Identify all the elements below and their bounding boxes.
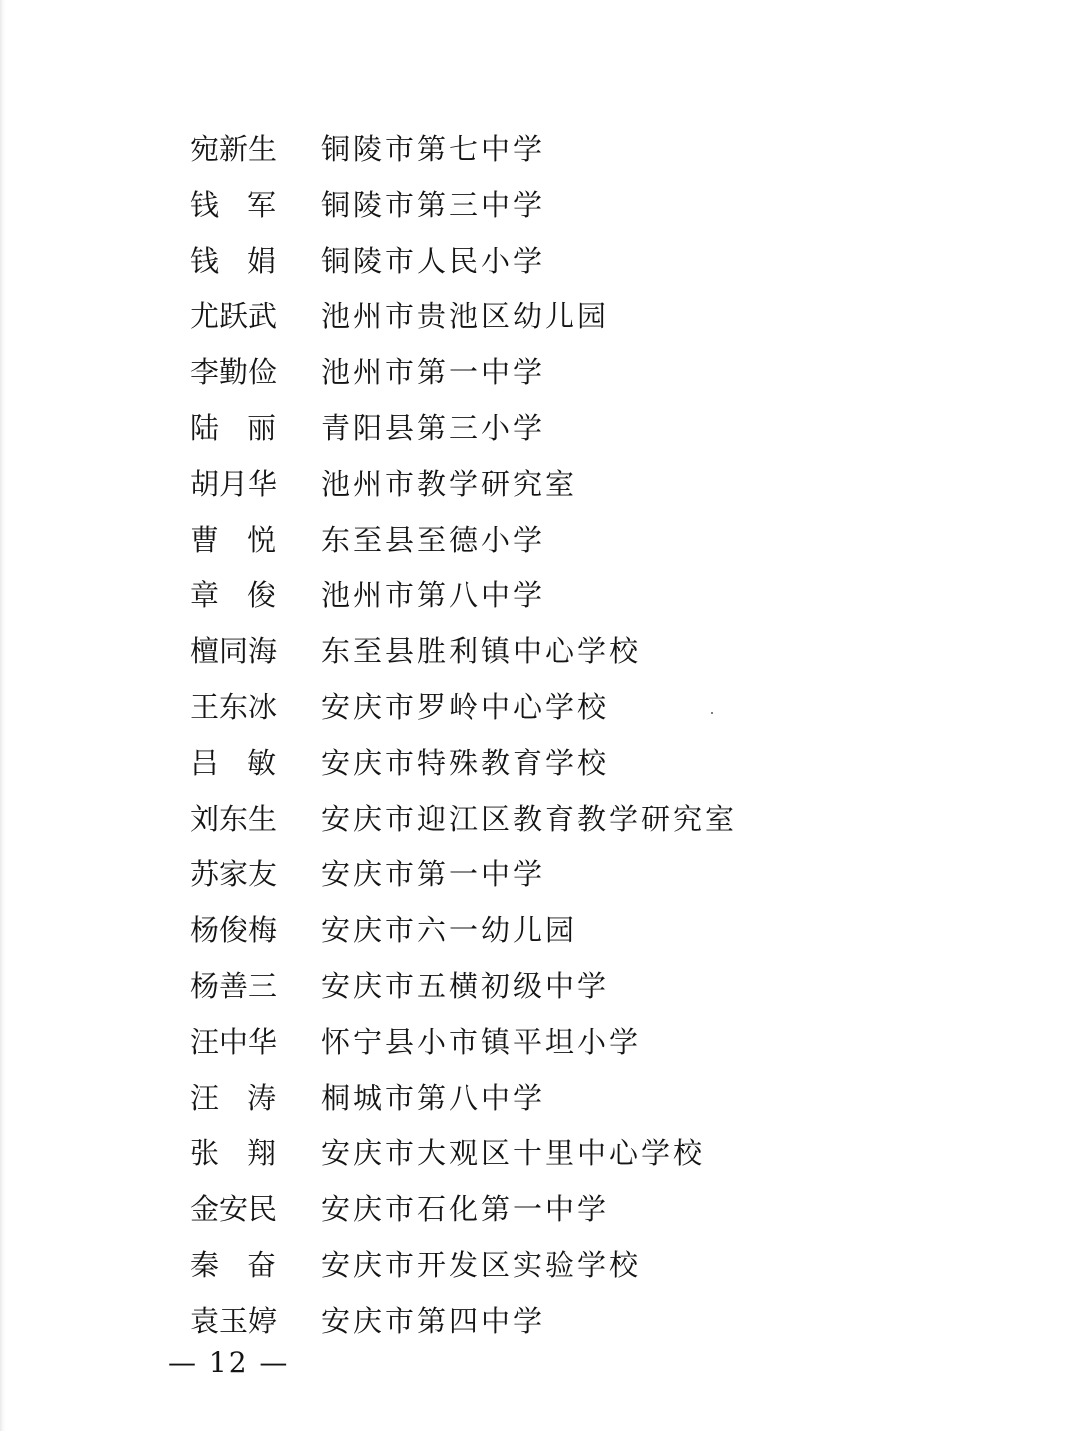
list-item: [0, 401, 1080, 457]
list-item: [0, 178, 1080, 234]
list-item: [0, 345, 1080, 401]
person-name: 王东冰: [190, 689, 278, 724]
award-list: [0, 122, 1080, 1350]
school-name: 安庆市罗岭中心学校: [321, 689, 610, 724]
list-item: [0, 624, 1080, 680]
list-item: [0, 736, 1080, 792]
school-name: 安庆市迎江区教育教学研究室: [321, 801, 738, 836]
school-name: 桐城市第八中学: [321, 1080, 546, 1115]
person-name: 金安民: [190, 1192, 278, 1227]
list-item: [0, 1015, 1080, 1071]
school-name: 怀宁县小市镇平坦小学: [321, 1024, 642, 1059]
scan-speck: [711, 712, 713, 714]
list-item: [0, 847, 1080, 903]
person-name: 秦奋: [190, 1247, 276, 1282]
school-name: 安庆市特殊教育学校: [321, 745, 610, 780]
school-name: 安庆市第四中学: [321, 1303, 546, 1338]
person-name: 张翔: [190, 1136, 276, 1171]
person-name: 尤跃武: [190, 299, 278, 334]
person-name: 袁玉婷: [190, 1303, 278, 1338]
list-item: [0, 792, 1080, 848]
list-item: [0, 1126, 1080, 1182]
list-item: [0, 457, 1080, 513]
person-name: 宛新生: [190, 132, 278, 166]
person-name: 杨俊梅: [190, 913, 278, 948]
list-item: [0, 122, 1080, 178]
person-name: 李勤俭: [190, 355, 278, 390]
school-name: 池州市贵池区幼儿园: [321, 299, 610, 334]
person-name: 钱娟: [190, 243, 276, 278]
person-name: 檀同海: [190, 634, 278, 669]
school-name: 安庆市石化第一中学: [321, 1192, 610, 1227]
school-name: 池州市第一中学: [321, 355, 546, 390]
person-name: 吕敏: [190, 745, 276, 780]
list-item: [0, 568, 1080, 624]
list-item: [0, 1182, 1080, 1238]
list-item: [0, 680, 1080, 736]
person-name: 苏家友: [190, 857, 278, 892]
school-name: 安庆市第一中学: [321, 857, 546, 892]
school-name: 安庆市五横初级中学: [321, 968, 610, 1003]
person-name: 陆丽: [190, 410, 276, 445]
list-item: [0, 1071, 1080, 1127]
school-name: 安庆市大观区十里中心学校: [321, 1136, 706, 1171]
list-item: [0, 1294, 1080, 1350]
person-name: 曹悦: [190, 522, 276, 557]
list-item: [0, 959, 1080, 1015]
school-name: 青阳县第三小学: [321, 410, 546, 445]
school-name: 铜陵市人民小学: [321, 243, 546, 278]
person-name: 杨善三: [190, 968, 278, 1003]
person-name: 钱军: [190, 187, 276, 222]
school-name: 东至县至德小学: [321, 522, 546, 557]
school-name: 安庆市六一幼儿园: [321, 913, 578, 948]
school-name: 池州市第八中学: [321, 578, 546, 613]
school-name: 东至县胜利镇中心学校: [321, 634, 642, 669]
list-item: [0, 513, 1080, 569]
person-name: 汪涛: [190, 1080, 276, 1115]
list-item: [0, 234, 1080, 290]
list-item: [0, 289, 1080, 345]
list-item: [0, 903, 1080, 959]
person-name: 章俊: [190, 578, 276, 613]
page-number: — 12 —: [168, 1346, 290, 1379]
person-name: 胡月华: [190, 466, 278, 501]
person-name: 刘东生: [190, 801, 278, 836]
school-name: 铜陵市第七中学: [321, 132, 546, 166]
list-item: [0, 1238, 1080, 1294]
person-name: 汪中华: [190, 1024, 278, 1059]
school-name: 池州市教学研究室: [321, 466, 578, 501]
school-name: 安庆市开发区实验学校: [321, 1247, 642, 1282]
school-name: 铜陵市第三中学: [321, 187, 546, 222]
